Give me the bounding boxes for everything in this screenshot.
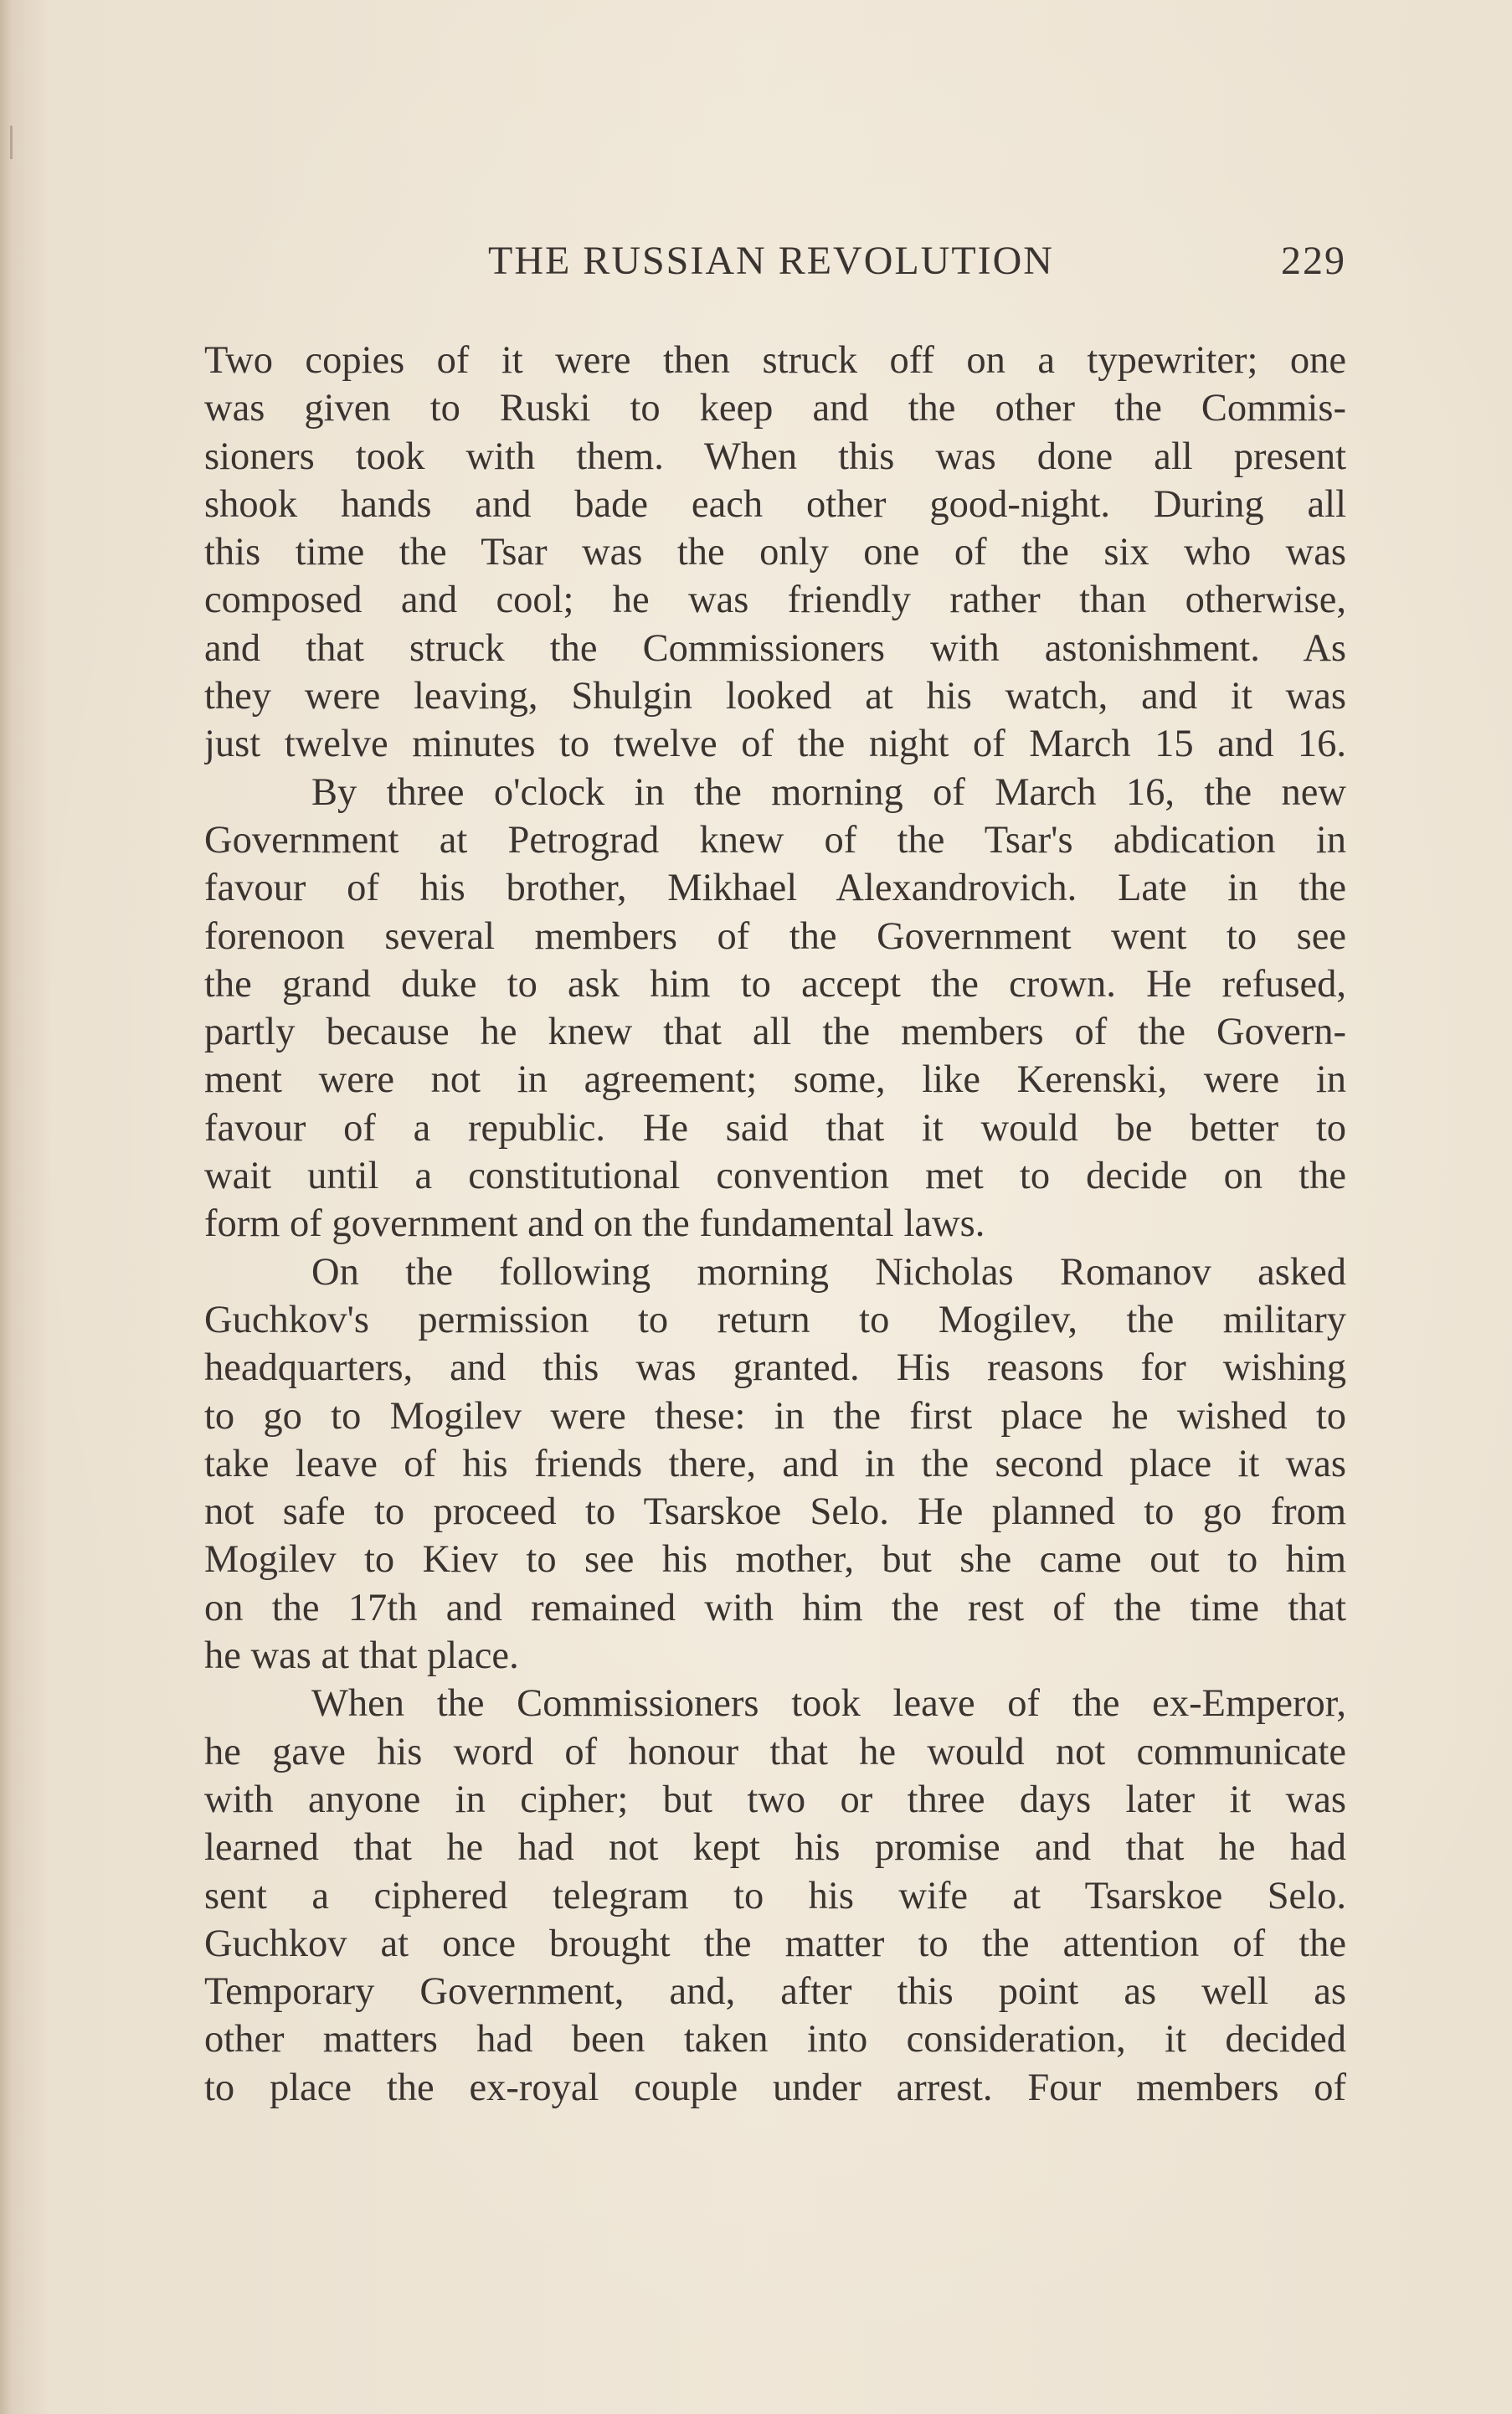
text-line: take leave of his friends there, and in the second place it was	[204, 1442, 1346, 1485]
text-line: was given to Ruski to keep and the other the Commis-	[204, 387, 1346, 430]
text-line: the grand duke to ask him to accept the crown. He refused,	[204, 962, 1346, 1006]
gutter-shadow	[10, 126, 13, 159]
text-line: composed and cool; he was friendly rather than otherwise,	[204, 579, 1346, 622]
page-header	[488, 238, 1346, 288]
text-line: partly because he knew that all the members of the Govern-	[204, 1011, 1346, 1054]
text-line: to go to Mogilev were these: in the first place he wished to	[204, 1394, 1346, 1438]
text-line: with anyone in cipher; but two or three days later it was	[204, 1778, 1346, 1821]
text-line: forenoon several members of the Government went to see	[204, 914, 1346, 958]
paragraph-start-line: When the Commissioners took leave of the ex-Emperor,	[311, 1682, 1346, 1726]
body-text	[204, 337, 1346, 2112]
text-line: Temporary Government, and, after this point as well as	[204, 1970, 1346, 2014]
text-line: wait until a constitutional convention met to decide on the	[204, 1155, 1346, 1198]
text-line: other matters had been taken into consideration, it decided	[204, 2018, 1346, 2061]
text-line: Two copies of it were then struck off on a typewriter; one	[204, 339, 1346, 382]
paragraph-end-line: form of government and on the fundamental laws.	[204, 1202, 985, 1246]
paragraph-start-line: By three o'clock in the morning of March 16, the new	[311, 770, 1346, 814]
text-line: favour of a republic. He said that it would be better to	[204, 1106, 1346, 1150]
text-line: Government at Petrograd knew of the Tsar's abdication in	[204, 818, 1346, 862]
text-line: just twelve minutes to twelve of the night of March 15 and 16.	[204, 723, 1346, 766]
text-line: sioners took with them. When this was done all present	[204, 435, 1346, 478]
text-line: Mogilev to Kiev to see his mother, but she came out to him	[204, 1538, 1346, 1582]
text-line: learned that he had not kept his promise and that he had	[204, 1826, 1346, 1870]
text-line: sent a ciphered telegram to his wife at Tsarskoe Selo.	[204, 1874, 1346, 1917]
text-line: he gave his word of honour that he would not communicate	[204, 1730, 1346, 1773]
paragraph-start-line: On the following morning Nicholas Romanov asked	[311, 1250, 1346, 1294]
text-line: this time the Tsar was the only one of the six who was	[204, 531, 1346, 574]
paragraph-end-line: he was at that place.	[204, 1634, 519, 1678]
text-line: ment were not in agreement; some, like Kerenski, were in	[204, 1058, 1346, 1102]
text-line: and that struck the Commissioners with astonishment. As	[204, 626, 1346, 670]
page-number: 229	[1281, 239, 1346, 283]
text-line: headquarters, and this was granted. His reasons for wishing	[204, 1346, 1346, 1390]
running-head: THE RUSSIAN REVOLUTION	[488, 239, 1054, 283]
text-line: Guchkov's permission to return to Mogilev, the military	[204, 1298, 1346, 1341]
text-line: not safe to proceed to Tsarskoe Selo. He planned to go from	[204, 1490, 1346, 1534]
text-line: Guchkov at once brought the matter to the attention of the	[204, 1922, 1346, 1965]
text-line: shook hands and bade each other good-night. During all	[204, 482, 1346, 526]
text-line: favour of his brother, Mikhael Alexandrovich. Late in the	[204, 867, 1346, 910]
text-line: to place the ex-royal couple under arrest. Four members of	[204, 2066, 1346, 2109]
text-line: on the 17th and remained with him the rest of the time that	[204, 1586, 1346, 1629]
text-line: they were leaving, Shulgin looked at his watch, and it was	[204, 675, 1346, 718]
